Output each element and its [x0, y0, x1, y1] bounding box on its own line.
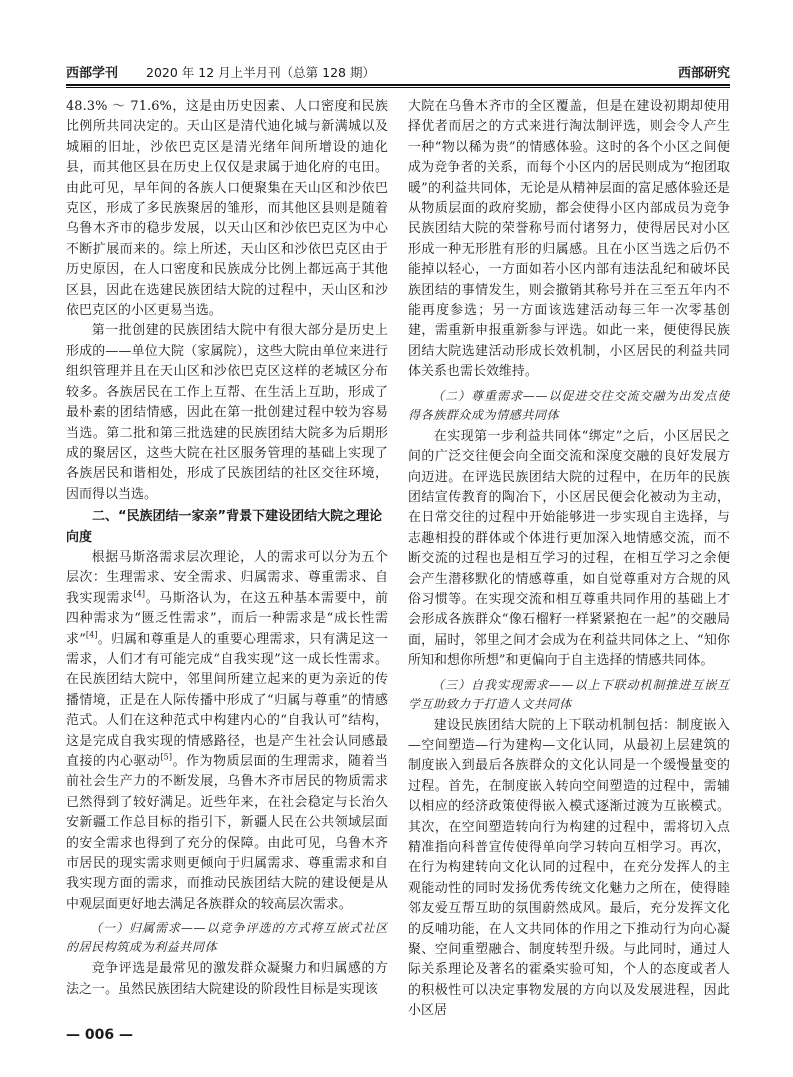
header-rule-thick — [66, 84, 730, 86]
subsection-heading: （二）尊重需求——以促进交往交流交融为出发点使得各族群众成为情感共同体 — [408, 388, 730, 422]
header-rule-thin — [66, 87, 730, 88]
text-run: 根据马斯洛需求层次理论，人的需求可以分为五个层次：生理需求、安全需求、归属需求、尊重需求、自我实现需求 — [66, 549, 388, 606]
left-column — [66, 97, 388, 1027]
text-run: 。归属和尊重是人的重要心理需求，只有满足这一需求，人们才有可能完成“自我实现”这一成长性需求。在民族团结大院中，邻里间所建立起来的更为亲近的传播情境，正是在人际传播中形成了“归属与尊重”的情感范式。人们在这种范式中构建内心的“自我认可”结构，这是完成自我实现的情感路径，也是产生社会认同感最直接的内心驱动 — [66, 631, 388, 769]
paragraph: 竞争评选是最常见的激发群众凝聚力和归属感的方法之一。虽然民族团结大院建设的阶段性目标是实现该 — [66, 961, 388, 997]
section-name: 西部研究 — [677, 66, 730, 81]
subsection-heading: （三）自我实现需求——以上下联动机制推进互嵌互学互助致力于打造人文共同体 — [408, 677, 730, 711]
paragraph: 建设民族团结大院的上下联动机制包括：制度嵌入—空间塑造—行为建构—文化认同，从最初上层建筑的制度嵌入到最后各族群众的文化认同是一个缓慢量变的过程。首先，在制度嵌入转向空间塑造的过程中，需辅以相应的经济政策使得嵌入模式逐渐过渡为互嵌模式。其次，在空间塑造转向行为构建的过程中，需将切入点精准指向科普宣传使得单向学习转向互相学习。再次，在行为构建转向文化认同的过程中，在充分发挥人的主观能动性的同时发扬优秀传统文化魅力之所在，使得睦邻友爱互帮互助的氛围蔚然成风。最后，充分发挥文化的反哺功能，在人文共同体的作用之下推动行为向心凝聚、空间重塑融合、制度转型升级。与此同时，通过人际关系理论及著名的霍桑实验可知，个人的态度或者人的积极性可以决定事物发展的方向以及发展进程，因此小区居 — [408, 717, 730, 1019]
paragraph — [66, 548, 388, 915]
journal-title: 西部学刊 — [66, 66, 119, 81]
page-number: — 006 — — [66, 1027, 133, 1043]
section-heading: 二、“民族团结一家亲”背景下建设团结大院之理论向度 — [66, 509, 383, 545]
paragraph: 第一批创建的民族团结大院中有很大部分是历史上形成的——单位大院（家属院），这些大院由单位来进行组织管理并且在天山区和沙依巴克区这样的老城区分布较多。各族居民在工作上互帮、在生活上互助，形成了最朴素的团结情感，因此在第一批创建过程中较为容易当选。第二批和第三批选建的民族团结大院多为后期形成的聚居区，这些大院在社区服务管理的基础上实现了各族居民和谐相处，形成了民族团结的社区交往环境，因而得以当选。 — [66, 323, 388, 502]
text-run: 。作为物质层面的生理需求，随着当前社会生产力的不断发展，乌鲁木齐市居民的物质需求已然得到了较好满足。近些年来，在社会稳定与长治久安新疆工作总目标的指引下，新疆人民在公共领域层面的安全需求也得到了充分的保障。由此可见，乌鲁木齐市居民的现实需求则更倾向于归属需求、尊重需求和自我实现方面的需求，而推动民族团结大院的建设便是从中观层面更好地去满足各族群众的较高层次需求。 — [66, 754, 388, 912]
right-column — [408, 97, 730, 1027]
running-header — [66, 60, 730, 82]
page-footer — [66, 1024, 186, 1044]
citation-ref: [4] — [85, 630, 98, 640]
citation-ref: [4] — [133, 589, 146, 599]
citation-ref: [5] — [160, 752, 173, 762]
text-run: 。马斯洛认为，在这五种基本需要中，前四种需求为“匮乏性需求”，而后一种需求是“成长性需求” — [66, 590, 388, 647]
subsection-heading: （一）归属需求——以竞争评选的方式将互嵌式社区的居民构筑成为利益共同体 — [66, 921, 388, 955]
paragraph: 在实现第一步利益共同体“绑定”之后，小区居民之间的广泛交往便会向全面交流和深度交融的良好发展方向迈进。在评选民族团结大院的过程中，在历年的民族团结宣传教育的陶冶下，小区居民便会化被动为主动，在日常交往的过程中开始能够进一步实现自主选择，与志趣相投的群体或个体进行更加深入地情感交流，而不断交流的过程也是相互学习的过程，在相互学习之余便会产生潜移默化的情感尊重，如自觉尊重对方合规的风俗习惯等。在实现交流和相互尊重共同作用的基础上才会形成各族群众“像石榴籽一样紧紧抱在一起”的交融局面，届时，邻里之间才会成为在利益共同体之上、“知你所知和想你所想”和更偏向于自主选择的情感共同体。 — [408, 428, 730, 669]
issue-info: 2020 年 12 月上半月刊（总第 128 期） — [146, 65, 375, 80]
paragraph: 大院在乌鲁木齐市的全区覆盖，但是在建设初期却使用择优者而居之的方式来进行淘汰制评选，则会令人产生一种“物以稀为贵”的情感体验。这时的各个小区之间便成为竞争者的关系，而每个小区内的居民则成为“抱团取暖”的利益共同体，无论是从精神层面的富足感体验还是从物质层面的政府奖励，都会使得小区内部成员为竞争民族团结大院的荣誉称号而付诸努力，使得居民对小区形成一种无形胜有形的归属感。且在小区当选之后仍不能掉以轻心，一方面如若小区内部有违法乱纪和破坏民族团结的事情发生，则会撤销其称号并在三至五年内不能再度参选；另一方面该选建活动每三年一次零基创建，需重新申报重新参与评选。如此一来，便使得民族团结大院选建活动形成长效机制，小区居民的利益共同体关系也需长效维持。 — [408, 99, 730, 380]
paragraph: 48.3% ～ 71.6%，这是由历史因素、人口密度和民族比例所共同决定的。天山区是清代迪化城与新满城以及城厢的旧址，沙依巴克区是清光绪年间所增设的迪化县，而其他区县在历史上仅仅是隶属于迪化府的屯田。由此可见，早年间的各族人口便聚集在天山区和沙依巴克区，形成了多民族聚居的雏形，而其他区县则是随着乌鲁木齐市的稳步发展，以天山区和沙依巴克区为中心不断扩展而来的。综上所述，天山区和沙依巴克区由于历史原因，在人口密度和民族成分比例上都远高于其他区县，因此在选建民族团结大院的过程中，天山区和沙依巴克区的小区更易当选。 — [66, 99, 388, 319]
